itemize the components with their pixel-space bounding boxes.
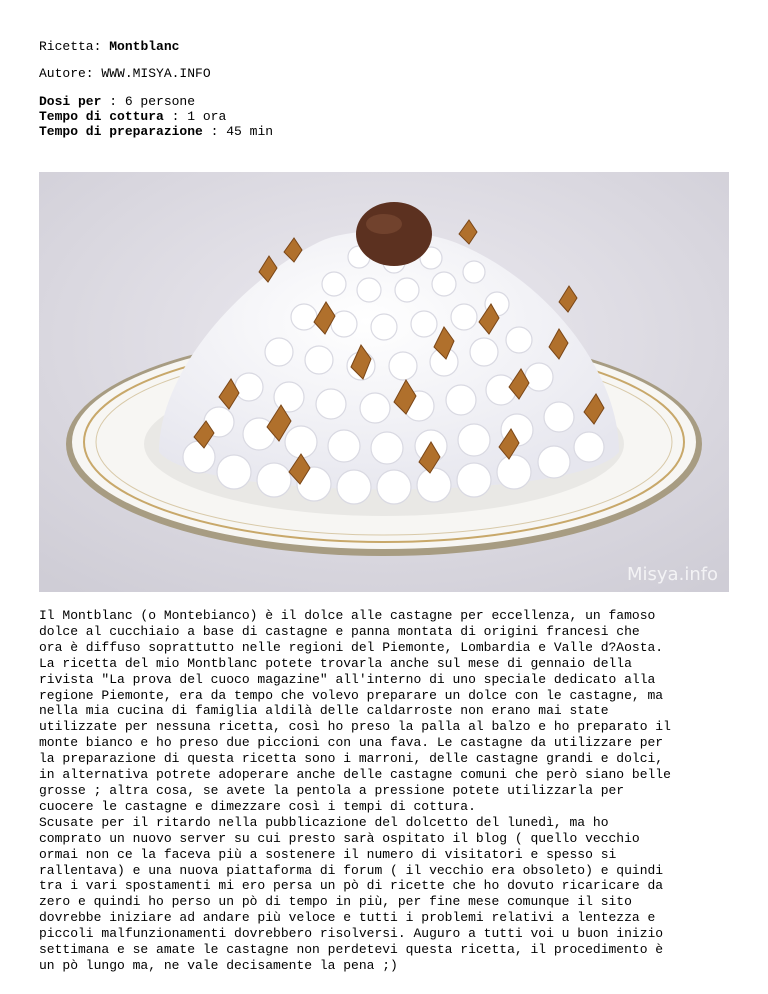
description-line: ormai non ce la faceva più a sostenere il numero di visitatori e spesso si bbox=[39, 846, 617, 862]
description-line: tra i vari spostamenti mi ero persa un pò di ricette che ho dovuto ricaricare da bbox=[39, 878, 664, 894]
description-line: la preparazione di questa ricetta sono i marroni, delle castagne grandi e dolci, bbox=[39, 751, 664, 767]
description-line: nella mia cucina di famiglia aldilà delle caldarroste non erano mai state bbox=[39, 703, 609, 719]
description-line: un pò lungo ma, ne vale decisamente la pena ;) bbox=[39, 957, 398, 973]
description-line: comprato un nuovo server su cui presto sarà ospitato il blog ( quello vecchio bbox=[39, 830, 640, 846]
description-line: ora è diffuso soprattutto nelle regioni del Piemonte, Lombardia e Valle d?Aosta. bbox=[39, 639, 664, 655]
description-line: grosse ; altra cosa, se avete la pentola a pressione potete utilizzarla per bbox=[39, 782, 625, 798]
description-line: regione Piemonte, era da tempo che volevo preparare un dolce con le castagne, ma bbox=[39, 687, 664, 703]
recipe-photo bbox=[39, 172, 729, 592]
description-line: zero e quindi ho perso un pò di tempo in più, per fine mese comunque il sito bbox=[39, 894, 632, 910]
author-line bbox=[39, 66, 211, 81]
author-label: Autore: bbox=[39, 66, 94, 81]
description-line: dovrebbe iniziare ad andare più veloce e tutti i problemi relativi a lentezza e bbox=[39, 910, 656, 926]
description-line: in alternativa potrete adoperare anche delle castagne comuni che però siano belle bbox=[39, 767, 671, 783]
recipe-label: Ricetta: bbox=[39, 39, 102, 54]
recipe-title-line bbox=[39, 39, 179, 54]
prep-time-line bbox=[39, 124, 273, 139]
separator: : bbox=[163, 109, 188, 124]
montblanc-illustration bbox=[39, 172, 729, 592]
description-line: rivista "La prova del cuoco magazine" all'interno di uno speciale dedicato alla bbox=[39, 671, 656, 687]
watermark-text: Misya.info bbox=[627, 564, 719, 585]
servings-value: 6 persone bbox=[124, 94, 196, 109]
servings-label: Dosi per bbox=[39, 94, 102, 109]
description-line: dolce al cucchiaio a base di castagne e panna montata di origini francesi che bbox=[39, 623, 640, 639]
description-line: rallentava) e una nuova piattaforma di forum ( il vecchio era obsoleto) e quindi bbox=[39, 862, 664, 878]
description-line: cuocere le castagne e dimezzare così i tempi di cottura. bbox=[39, 798, 476, 814]
cooking-time-line bbox=[39, 109, 226, 124]
description-line: piccoli malfunzionamenti dovrebbero risolversi. Auguro a tutti voi u buon inizio bbox=[39, 926, 664, 942]
description-line: Scusate per il ritardo nella pubblicazione del dolcetto del lunedì, ma ho bbox=[39, 814, 609, 830]
description-line: Il Montblanc (o Montebianco) è il dolce alle castagne per eccellenza, un famoso bbox=[39, 608, 656, 623]
separator: : bbox=[202, 124, 227, 139]
description-line: La ricetta del mio Montblanc potete trovarla anche sul mese di gennaio della bbox=[39, 655, 632, 671]
description-line: monte bianco e ho preso due piccioni con una fava. Le castagne da utilizzare per bbox=[39, 735, 664, 751]
prep-time-value: 45 min bbox=[226, 124, 274, 139]
servings-line bbox=[39, 94, 195, 109]
recipe-description bbox=[39, 608, 739, 974]
description-line: settimana e se amate le castagne non perdetevi questa ricetta, il procedimento è bbox=[39, 942, 664, 958]
prep-time-label: Tempo di preparazione bbox=[39, 124, 203, 139]
cooking-time-label: Tempo di cottura bbox=[39, 109, 164, 124]
separator: : bbox=[101, 94, 125, 109]
description-line: utilizzate per nessuna ricetta, così ho preso la palla al balzo e ho preparato il bbox=[39, 719, 671, 735]
author-value: WWW.MISYA.INFO bbox=[101, 66, 211, 81]
cooking-time-value: 1 ora bbox=[187, 109, 227, 124]
recipe-name: Montblanc bbox=[109, 39, 180, 54]
